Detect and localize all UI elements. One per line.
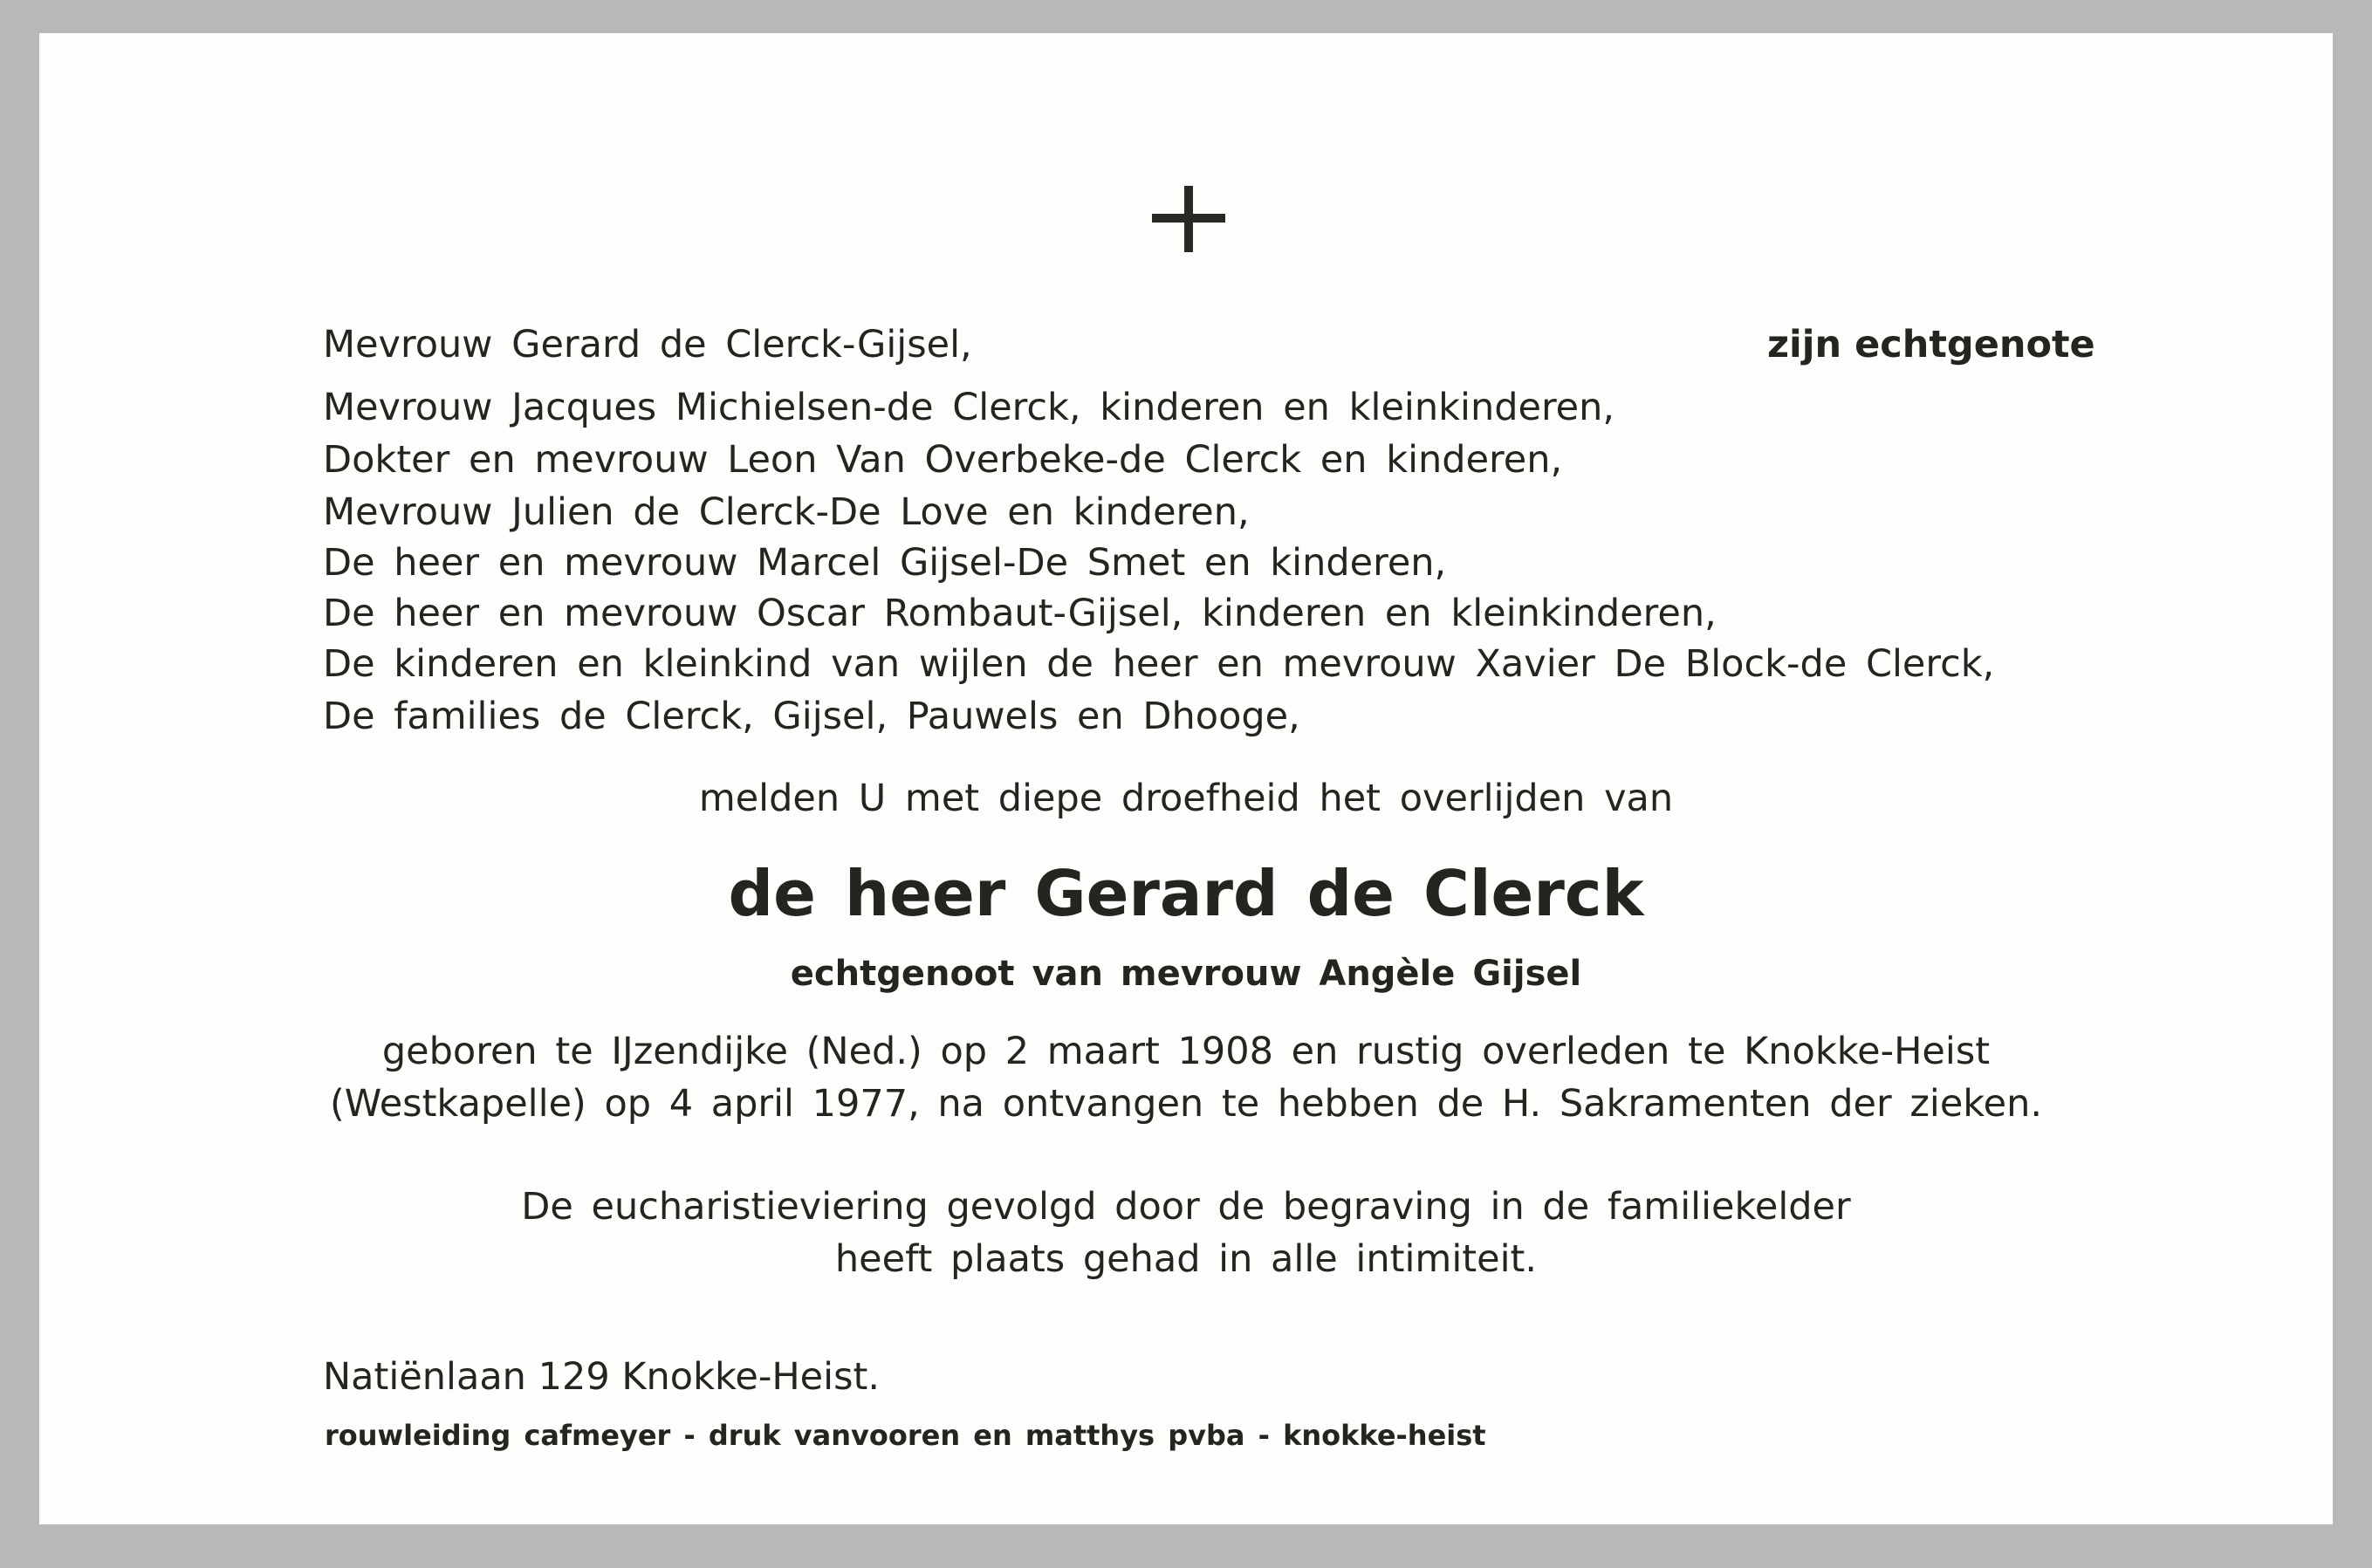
deceased-spouse: echtgenoot van mevrouw Angèle Gijsel xyxy=(790,954,1582,994)
family-line: Dokter en mevrouw Leon Van Overbeke-de Clerck en kinderen, xyxy=(323,438,1563,482)
family-line: Mevrouw Julien de Clerck-De Love en kinderen, xyxy=(323,490,1250,534)
printer-credit: rouwleiding cafmeyer - druk vanvooren en matthys pvba - knokke-heist xyxy=(325,1419,1486,1452)
family-line: Mevrouw Gerard de Clerck-Gijsel, xyxy=(323,323,972,366)
ceremony-text: heeft plaats gehad in alle intimiteit. xyxy=(834,1237,1538,1281)
family-line: De kinderen en kleinkind van wijlen de heer en mevrouw Xavier De Block-de Clerck, xyxy=(323,642,1995,686)
birth-death-details: (Westkapelle) op 4 april 1977, na ontvangen te hebben de H. Sakramenten der zieken. xyxy=(329,1082,2043,1126)
family-line: Mevrouw Jacques Michielsen-de Clerck, kinderen en kleinkinderen, xyxy=(323,386,1615,429)
address: Natiënlaan 129 Knokke-Heist. xyxy=(323,1355,881,1399)
ceremony-text: De eucharistieviering gevolgd door de begraving in de familiekelder xyxy=(521,1185,1851,1229)
birth-death-details: geboren te IJzendijke (Ned.) op 2 maart 1908 en rustig overleden te Knokke-Heist xyxy=(381,1030,1991,1073)
family-line: De heer en mevrouw Oscar Rombaut-Gijsel, kinderen en kleinkinderen, xyxy=(323,592,1717,635)
deceased-name: de heer Gerard de Clerck xyxy=(728,857,1644,930)
family-line: De families de Clerck, Gijsel, Pauwels en Dhooge, xyxy=(323,695,1300,738)
announcement: melden U met diepe droefheid het overlijden van xyxy=(698,777,1674,820)
spouse-relation: zijn echtgenote xyxy=(1767,323,2095,366)
cross-icon xyxy=(1152,186,1225,252)
family-line: De heer en mevrouw Marcel Gijsel-De Smet en kinderen, xyxy=(323,541,1447,585)
